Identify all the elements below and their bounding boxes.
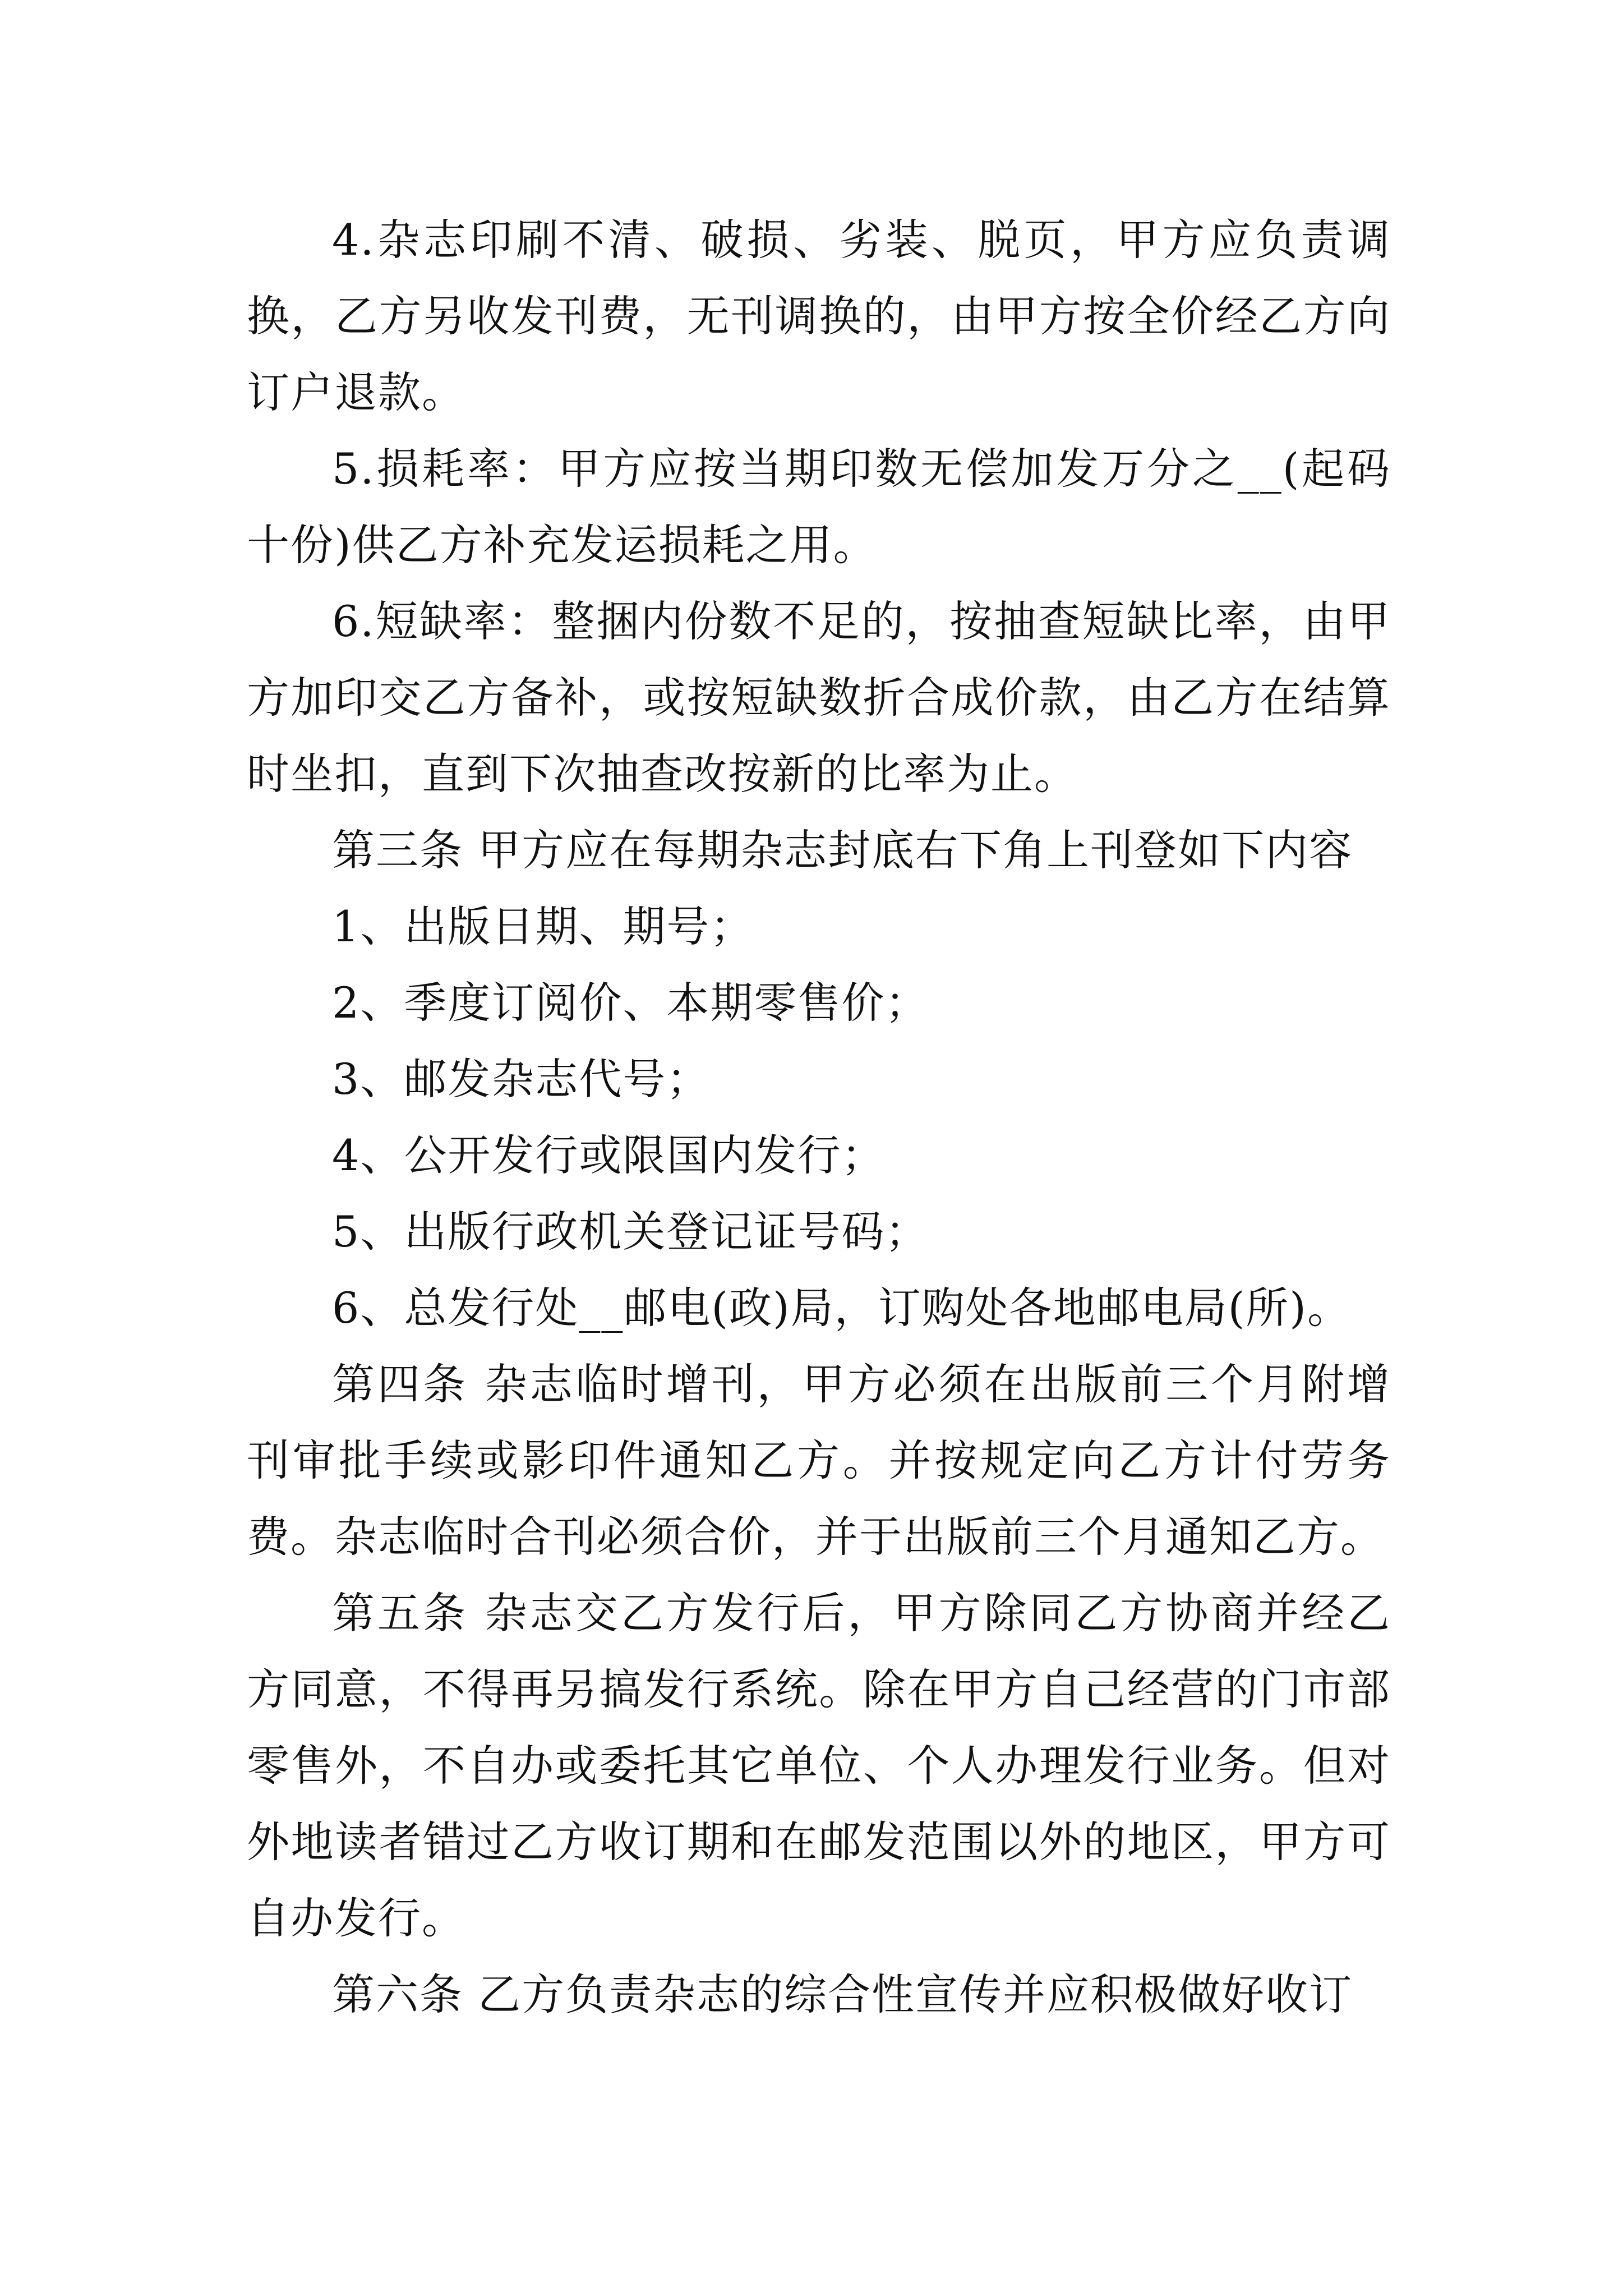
list-item: 5、出版行政机关登记证号码； [332, 1207, 929, 1257]
article-5-paragraph: 第五条 杂志交乙方发行后，甲方除同乙方协商并经乙方同意，不得再另搞发行系统。除在甲方自己经营的门市部零售外，不自办或委托其它单位、个人办理发行业务。但对外地读者错过乙方收订期和在邮发范围以外的地区，甲方可自办发行。 [247, 1588, 1391, 1943]
clause-4-paragraph: 4.杂志印刷不清、破损、劣装、脱页，甲方应负责调换，乙方另收发刊费，无刊调换的，由甲方按全价经乙方向订户退款。 [247, 215, 1391, 417]
list-item: 2、季度订阅价、本期零售价； [332, 978, 929, 1028]
clause-6-paragraph: 6.短缺率：整捆内份数不足的，按抽查短缺比率，由甲方加印交乙方备补，或按短缺数折合成价款，由乙方在结算时坐扣，直到下次抽查改按新的比率为止。 [247, 596, 1391, 799]
clause-5-paragraph: 5.损耗率：甲方应按当期印数无偿加发万分之__(起码十份)供乙方补充发运损耗之用。 [247, 444, 1391, 570]
article-4-paragraph: 第四条 杂志临时增刊，甲方必须在出版前三个月附增刊审批手续或影印件通知乙方。并按规定向乙方计付劳务费。杂志临时合刊必须合价，并于出版前三个月通知乙方。 [247, 1359, 1391, 1562]
list-item: 4、公开发行或限国内发行； [332, 1130, 886, 1180]
list-item: 3、邮发杂志代号； [332, 1054, 711, 1104]
list-item: 6、总发行处__邮电(政)局，订购处各地邮电局(所)。 [332, 1283, 1351, 1333]
document-body [247, 202, 1391, 2033]
list-item: 1、出版日期、期号； [332, 901, 754, 951]
article-3-heading: 第三条 甲方应在每期杂志封底右下角上刊登如下内容 [332, 825, 1353, 875]
article-6-paragraph: 第六条 乙方负责杂志的综合性宣传并应积极做好收订 [332, 1970, 1353, 2019]
